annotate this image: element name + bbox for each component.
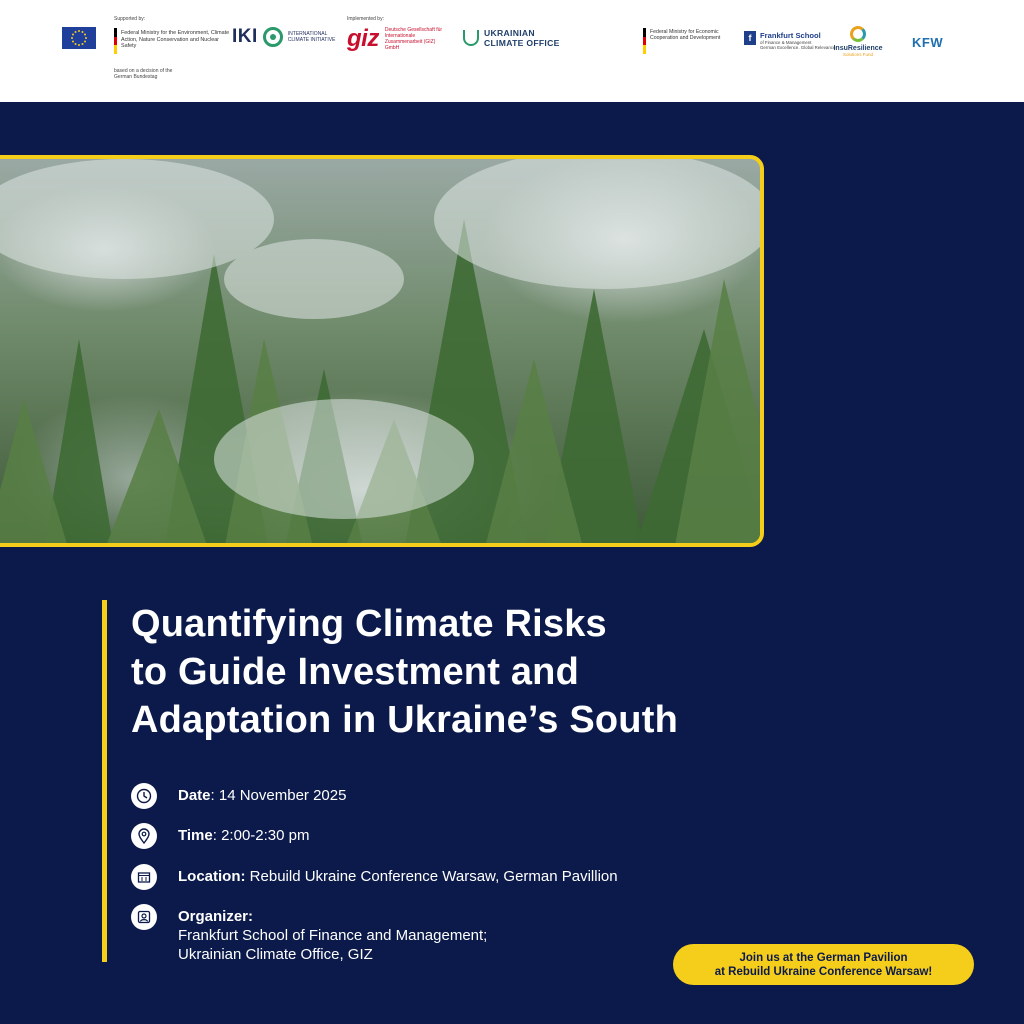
organizer-label: Organizer: <box>178 908 254 925</box>
giz-wordmark: giz <box>347 25 379 52</box>
event-title <box>131 600 781 744</box>
time-value: 2:00-2:30 pm <box>221 827 310 844</box>
organizer-line2: Ukrainian Climate Office, GIZ <box>178 946 373 963</box>
insu-sub: Solutions Fund <box>842 52 874 57</box>
title-line1: Quantifying Climate Risks <box>131 603 607 645</box>
join-us-banner <box>673 944 974 985</box>
frankfurt-school-logo <box>744 31 837 50</box>
uco-line2: CLIMATE OFFICE <box>484 38 560 48</box>
bundestag-note: based on a decision of the German Bundestag <box>114 68 173 80</box>
giz-logo <box>347 25 445 53</box>
uco-line1: UKRAINIAN <box>484 28 535 38</box>
logo-bar <box>0 0 1024 102</box>
date-row: Date: 14 November 2025 <box>131 783 346 809</box>
organizer-icon <box>131 904 157 930</box>
frankfurt-school-mark-icon: f <box>744 31 756 45</box>
location-value: Rebuild Ukraine Conference Warsaw, German Pavillion <box>249 868 618 885</box>
building-icon <box>131 864 157 890</box>
german-flag-icon <box>643 28 646 54</box>
iki-text: INTERNATIONAL CLIMATE INITIATIVE <box>287 31 336 43</box>
bmz-logo <box>643 28 725 54</box>
location-row <box>131 864 618 890</box>
insu-name: InsuResilience <box>833 45 883 52</box>
bmuv-logo <box>114 28 231 54</box>
fs-sub2: German Excellence. Global Relevance. <box>760 45 837 50</box>
bmuv-text: Federal Ministry for the Environment, Climate Action, Nature Conservation and Nuclear Safety <box>121 30 230 49</box>
iki-wordmark: IKI <box>232 26 258 47</box>
insuresilience-logo <box>830 26 886 57</box>
time-row: Time: 2:00-2:30 pm <box>131 823 309 849</box>
cta-line2: at Rebuild Ukraine Conference Warsaw! <box>714 965 933 978</box>
implemented-by-label: Implemented by: <box>347 16 384 22</box>
fs-sub1: of Finance & Management <box>760 40 812 45</box>
cta-line1: Join us at the German Pavilion <box>739 951 908 964</box>
title-line3: Adaptation in Ukraine’s South <box>131 699 678 741</box>
forest-illustration <box>0 159 764 547</box>
date-value: 14 November 2025 <box>218 787 347 804</box>
accent-bar <box>102 600 107 962</box>
time-label: Time <box>178 827 213 844</box>
ukrainian-climate-office-logo <box>463 28 560 48</box>
title-line2: to Guide Investment and <box>131 651 579 693</box>
hero-forest-image <box>0 155 764 547</box>
fs-name: Frankfurt School <box>760 31 821 40</box>
kfw-logo: KFW <box>912 35 944 50</box>
german-flag-icon <box>114 28 117 54</box>
iki-logo <box>232 26 338 48</box>
date-label: Date <box>178 787 211 804</box>
giz-text: Deutsche Gesellschaft für Internationale Zusammenarbeit (GIZ) GmbH <box>384 27 443 51</box>
location-pin-icon <box>131 823 157 849</box>
eu-flag-icon <box>62 27 96 49</box>
iki-circle-icon <box>263 27 283 47</box>
supported-by-label: Supported by: <box>114 16 146 22</box>
uco-mark-icon <box>463 30 479 46</box>
organizer-line1: Frankfurt School of Finance and Management; <box>178 927 488 944</box>
insuresilience-mark-icon <box>850 26 866 42</box>
bmz-text: Federal Ministry for Economic Cooperation and Development <box>650 29 721 42</box>
clock-icon <box>131 783 157 809</box>
organizer-row <box>131 904 487 964</box>
location-label: Location: <box>178 868 246 885</box>
